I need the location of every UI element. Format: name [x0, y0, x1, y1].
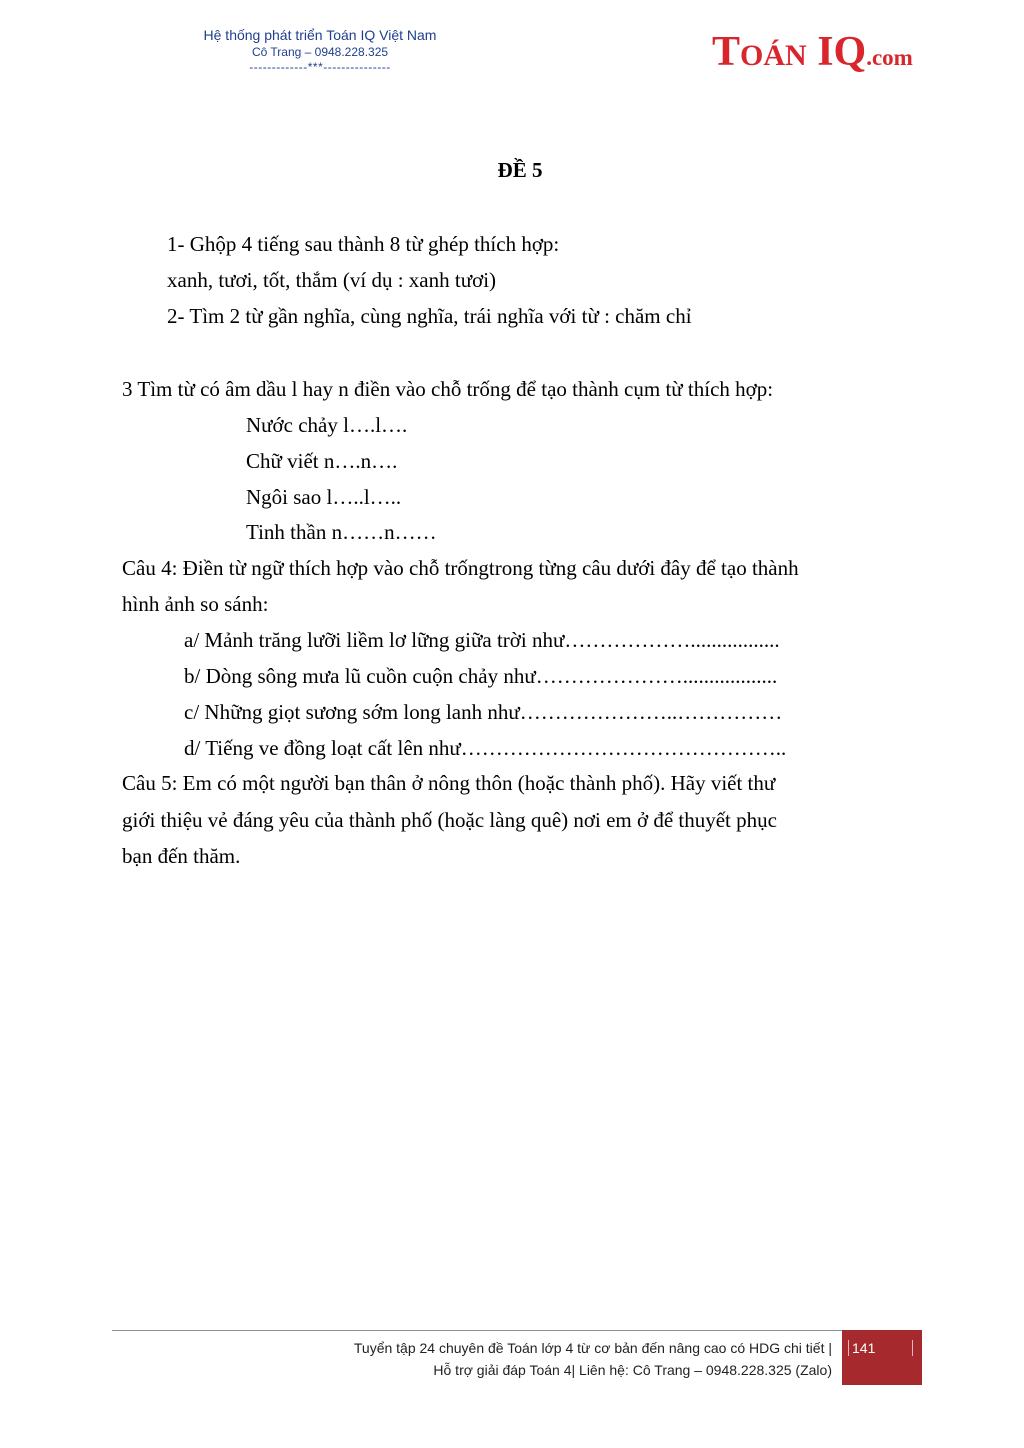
question-4-line-1: Câu 4: Điền từ ngữ thích hợp vào chỗ trốngtrong từng câu dưới đây để tạo thành — [122, 556, 799, 580]
header-divider: -------------***--------------- — [249, 60, 391, 74]
toaniq-logo — [712, 28, 913, 76]
header-contact: Cô Trang – 0948.228.325 — [251, 45, 389, 59]
question-3-item-b: Chữ viết n….n…. — [246, 449, 398, 473]
footer-line-1: Tuyển tập 24 chuyên đề Toán lớp 4 từ cơ bản đến nâng cao có HDG chi tiết | — [353, 1340, 832, 1356]
question-5-line-1: Câu 5: Em có một người bạn thân ở nông thôn (hoặc thành phố). Hãy viết thư — [122, 771, 776, 795]
page-header — [160, 26, 480, 74]
question-1-line-1: 1- Ghộp 4 tiếng sau thành 8 từ ghép thích hợp: — [167, 232, 560, 256]
logo-oan: OÁN — [740, 39, 807, 72]
question-3: 3 Tìm từ có âm dầu l hay n điền vào chỗ trống để tạo thành cụm từ thích hợp: — [122, 377, 774, 401]
page-box-divider-right — [912, 1340, 913, 1356]
question-5-line-2: giới thiệu vẻ đáng yêu của thành phố (hoặc làng quê) nơi em ở để thuyết phục — [122, 808, 777, 832]
logo-com: .com — [866, 45, 913, 70]
page-box-divider-left — [848, 1340, 849, 1356]
question-4-item-c: c/ Những giọt sương sớm long lanh như…………………..…………… — [184, 700, 783, 724]
page-number: 141 — [852, 1340, 876, 1356]
page-number-box — [842, 1330, 922, 1385]
question-3-item-c: Ngôi sao l…..l….. — [246, 485, 402, 509]
question-2: 2- Tìm 2 từ gần nghĩa, cùng nghĩa, trái nghĩa với từ : chăm chỉ — [167, 304, 692, 328]
logo-iq: IQ — [806, 29, 867, 75]
question-5-line-3: bạn đến thăm. — [122, 844, 241, 868]
question-3-item-d: Tinh thần n……n…… — [246, 520, 437, 544]
question-4-line-2: hình ảnh so sánh: — [122, 592, 269, 616]
footer-rule — [112, 1330, 842, 1331]
logo-t: T — [712, 29, 741, 75]
question-4-item-b: b/ Dòng sông mưa lũ cuồn cuộn chảy như………………….................. — [184, 664, 778, 688]
question-3-item-a: Nước chảy l….l…. — [246, 413, 408, 437]
footer-line-2: Hỗ trợ giải đáp Toán 4| Liên hệ: Cô Trang – 0948.228.325 (Zalo) — [433, 1362, 832, 1378]
header-org: Hệ thống phát triển Toán IQ Việt Nam — [203, 27, 437, 43]
question-4-item-a: a/ Mảnh trăng lưỡi liềm lơ lững giữa trời như………………................. — [184, 628, 780, 652]
question-4-item-d: d/ Tiếng ve đồng loạt cất lên như……………………………………….. — [184, 736, 787, 760]
question-1-line-2: xanh, tươi, tốt, thắm (ví dụ : xanh tươi) — [167, 268, 497, 292]
page-title: ĐỀ 5 — [497, 158, 543, 182]
